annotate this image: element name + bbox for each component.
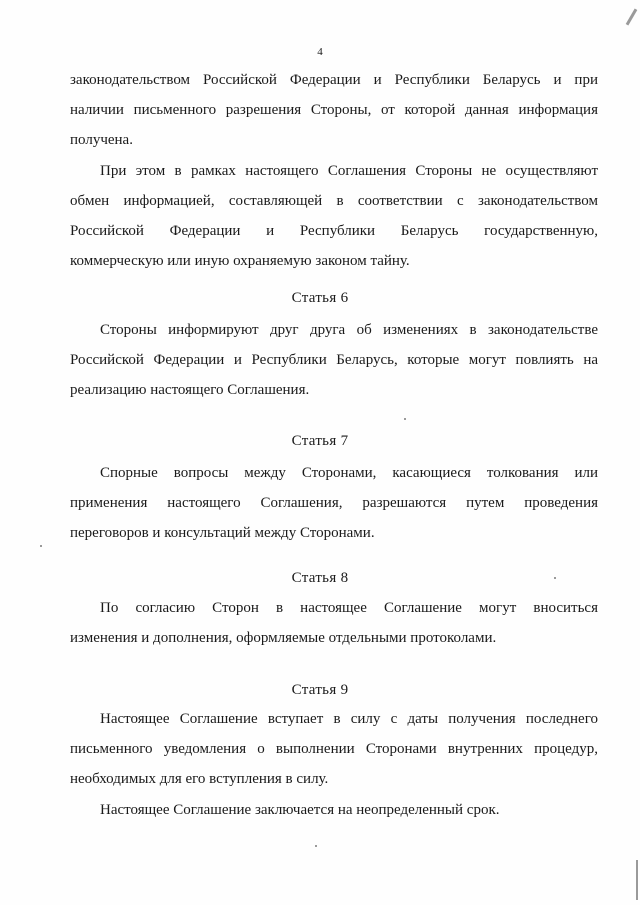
text-line: законодательством Российской Федерации и Республики Беларусь и при	[70, 72, 598, 88]
article-7-text	[70, 458, 598, 548]
text-line: Спорные вопросы между Сторонами, касающиеся толкования или	[100, 465, 598, 481]
article-9-heading: Статья 9	[291, 682, 349, 698]
text-line: Российской Федерации и Республики Беларусь, которые могут повлиять на	[70, 352, 598, 368]
article-8-heading: Статья 8	[291, 570, 349, 586]
article-9-closing	[70, 795, 598, 825]
paragraph-continuation	[70, 65, 598, 155]
text-line: Настоящее Соглашение вступает в силу с даты получения последнего	[100, 711, 598, 727]
page-number: 4	[317, 46, 323, 58]
text-line: При этом в рамках настоящего Соглашения Стороны не осуществляют	[100, 163, 598, 179]
scan-artifact	[315, 845, 317, 847]
article-8-text	[70, 593, 598, 653]
text-line: коммерческую или иную охраняемую законом тайну.	[70, 253, 410, 269]
text-line: наличии письменного разрешения Стороны, от которой данная информация	[70, 102, 598, 118]
text-line: Российской Федерации и Республики Беларусь государственную,	[70, 223, 598, 239]
text-line: По согласию Сторон в настоящее Соглашение могут вноситься	[100, 600, 598, 616]
article-6-text	[70, 315, 598, 405]
text-line: реализацию настоящего Соглашения.	[70, 382, 310, 398]
article-9-text	[70, 704, 598, 794]
text-line: письменного уведомления о выполнении Сторонами внутренних процедур,	[70, 741, 598, 757]
text-line: Настоящее Соглашение заключается на неопределенный срок.	[100, 802, 500, 818]
text-line: применения настоящего Соглашения, разрешаются путем проведения	[70, 495, 598, 511]
text-line: переговоров и консультаций между Сторонами.	[70, 525, 375, 541]
text-line: необходимых для его вступления в силу.	[70, 771, 329, 787]
paragraph-confidentiality	[70, 156, 598, 276]
article-6-heading: Статья 6	[291, 290, 349, 306]
scan-artifact	[636, 860, 638, 900]
text-line: изменения и дополнения, оформляемые отдельными протоколами.	[70, 630, 497, 646]
text-line: получена.	[70, 132, 133, 148]
scan-artifact	[626, 8, 638, 25]
text-line: Стороны информируют друг друга об изменениях в законодательстве	[100, 322, 598, 338]
text-line: обмен информацией, составляющей в соответствии с законодательством	[70, 193, 598, 209]
scan-artifact	[404, 418, 406, 420]
article-7-heading: Статья 7	[291, 433, 349, 449]
scan-artifact	[40, 545, 42, 547]
